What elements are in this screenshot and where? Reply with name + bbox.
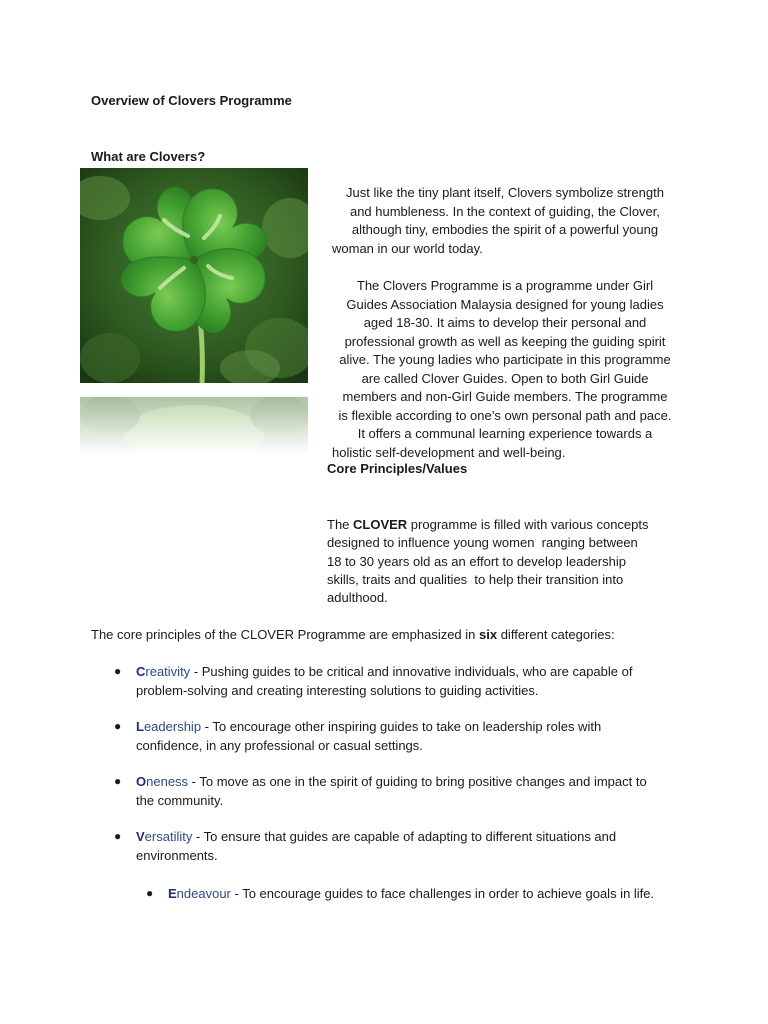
- principle-description-cont: confidence, in any professional or casual settings.: [136, 738, 423, 753]
- text-line: [327, 516, 677, 534]
- text-line: is flexible according to one’s own personal path and pace.: [338, 407, 672, 423]
- bullet-icon: ●: [114, 829, 122, 843]
- principle-text: [136, 827, 674, 865]
- text-line: members and non-Girl Guide members. The programme: [342, 389, 668, 404]
- principle-word: eadership: [143, 719, 202, 734]
- principle-description-cont: environments.: [136, 848, 218, 863]
- bullet-icon: ●: [146, 886, 154, 900]
- section-heading-core-principles: Core Principles/Values: [327, 461, 468, 476]
- text-line: although tiny, embodies the spirit of a powerful young: [351, 222, 659, 237]
- principle-text: [168, 884, 706, 903]
- text-line: designed to influence young women ranging between: [327, 535, 638, 551]
- principle-creativity: [114, 662, 674, 700]
- text-line: The Clovers Programme is a programme under Girl: [356, 278, 654, 293]
- principle-initial: V: [136, 829, 145, 844]
- text-line: skills, traits and qualities to help their transition into: [327, 571, 624, 587]
- text-line: are called Clover Guides. Open to both Girl Guide: [361, 370, 649, 386]
- reflection-fade-overlay: [80, 397, 308, 455]
- principle-description-cont: problem-solving and creating interesting solutions to guiding activities.: [136, 683, 539, 698]
- text-fragment: The: [327, 517, 354, 532]
- principle-oneness: [114, 772, 674, 810]
- principle-text: [136, 772, 674, 810]
- principle-versatility: [114, 827, 674, 865]
- text-line: woman in our world today.: [332, 240, 483, 256]
- clover-bold-word: CLOVER: [353, 517, 408, 532]
- text-line: alive. The young ladies who participate in this programme: [339, 352, 671, 367]
- principle-text: [136, 717, 674, 755]
- section-heading-what-are-clovers: What are Clovers?: [91, 149, 206, 164]
- text-line: adulthood.: [327, 590, 388, 606]
- principle-endeavour: [146, 884, 706, 903]
- principle-word: ndeavour: [176, 886, 231, 901]
- principle-description: - To encourage guides to face challenges in order to achieve goals in life.: [230, 886, 655, 901]
- text-line: professional growth as well as keeping the guiding spirit: [344, 333, 666, 349]
- principle-description-cont: the community.: [136, 793, 224, 808]
- principle-word: reativity: [145, 664, 191, 679]
- principle-description: - To move as one in the spirit of guiding to bring positive changes and impact to: [188, 774, 647, 789]
- intro-paragraph: [326, 184, 684, 258]
- principle-leadership: [114, 717, 674, 755]
- principle-initial: C: [136, 664, 146, 679]
- text-line: Guides Association Malaysia designed for young ladies: [346, 296, 664, 312]
- text-line: aged 18-30. It aims to develop their personal and: [363, 315, 647, 330]
- text-line: and humbleness. In the context of guiding, the Clover,: [349, 203, 661, 219]
- principle-word: neness: [146, 774, 189, 789]
- six-bold-word: six: [479, 627, 498, 642]
- bullet-icon: ●: [114, 774, 122, 788]
- clover-concepts-paragraph: [327, 516, 677, 607]
- text-line: Just like the tiny plant itself, Clovers symbolize strength: [346, 185, 664, 200]
- text-fragment: The core principles of the CLOVER Programme are emphasized in: [91, 627, 480, 642]
- programme-paragraph: [326, 277, 684, 462]
- principle-description: - Pushing guides to be critical and innovative individuals, who are capable of: [190, 664, 633, 679]
- principle-initial: E: [168, 886, 177, 901]
- bullet-icon: ●: [114, 664, 122, 678]
- principle-word: ersatility: [144, 829, 193, 844]
- text-fragment: programme is filled with various concepts: [407, 517, 649, 532]
- categories-intro-paragraph: [91, 626, 711, 644]
- text-line: holistic self-development and well-being.: [332, 444, 566, 460]
- text-line: 18 to 30 years old as an effort to develop leadership: [327, 553, 626, 569]
- text-line: It offers a communal learning experience towards a: [357, 426, 653, 441]
- bullet-icon: ●: [114, 719, 122, 733]
- principle-description: - To ensure that guides are capable of adapting to different situations and: [192, 829, 617, 844]
- principle-initial: L: [136, 719, 144, 734]
- four-leaf-clover-photo: [80, 168, 308, 383]
- page-title: Overview of Clovers Programme: [91, 93, 292, 108]
- text-fragment: different categories:: [497, 627, 615, 642]
- principle-text: [136, 662, 674, 700]
- principle-description: - To encourage other inspiring guides to take on leadership roles with: [201, 719, 602, 734]
- principle-initial: O: [136, 774, 147, 789]
